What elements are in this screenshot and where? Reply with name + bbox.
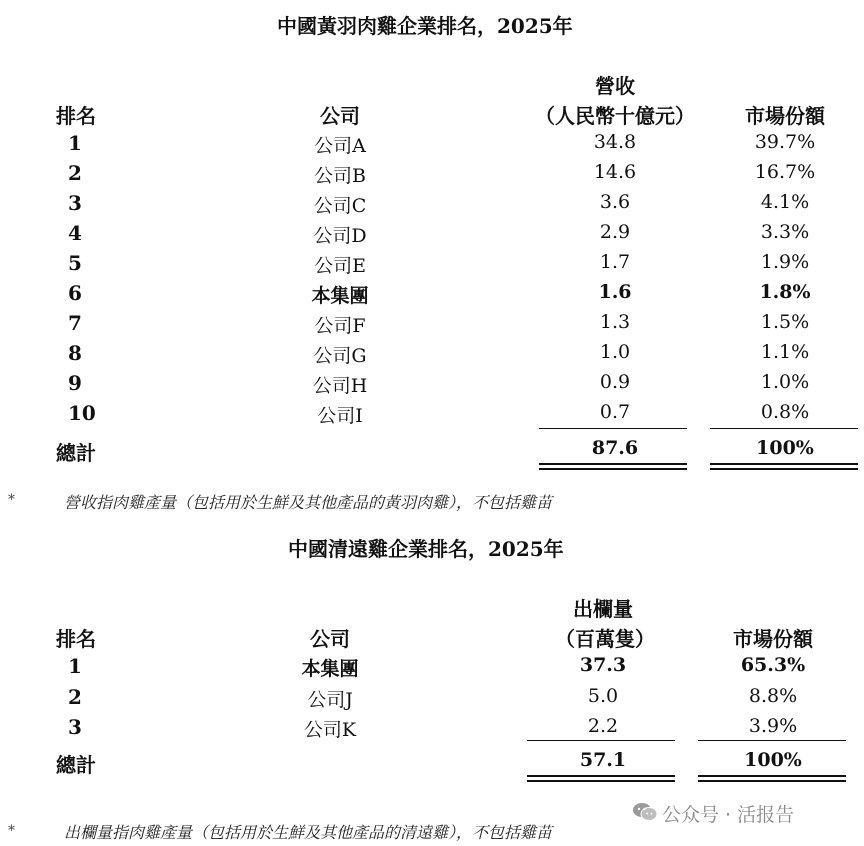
table2-share-cell: 65.3%: [740, 654, 806, 676]
table2-company-cell: 本集團: [301, 658, 359, 680]
table1-share-double-line-top: [710, 463, 858, 465]
table2-title: 中國清遠雞企業排名，2025年: [288, 537, 564, 561]
table1-note-marker: *: [8, 492, 15, 508]
table1-value-cell: 1.7: [599, 251, 631, 273]
table1-share-cell: 1.9%: [760, 251, 810, 273]
table2-value-cell: 37.3: [579, 654, 627, 676]
table1-share-cell: 1.0%: [760, 371, 810, 393]
table1-company-cell: 公司I: [317, 405, 363, 427]
table2-total-share: 100%: [744, 749, 802, 771]
table1-share-underline: [710, 428, 858, 429]
table1-share-cell: 0.8%: [760, 401, 810, 423]
table1-value-cell: 0.9: [599, 371, 631, 393]
table1-value-double-line-bottom: [539, 468, 687, 470]
table2-value-cell: 5.0: [587, 684, 619, 707]
table2-share-underline: [698, 740, 846, 741]
table2-company-cell: 公司K: [303, 719, 357, 741]
table2-header-company: 公司: [310, 627, 350, 651]
table2-note-marker: *: [8, 823, 15, 839]
table2-value-double-line-top: [527, 775, 675, 777]
table1-title: 中國黃羽肉雞企業排名，2025年: [277, 14, 573, 38]
table1-company-cell: 公司G: [313, 345, 367, 367]
table1-share-double-line-bottom: [710, 468, 858, 470]
table1-value-cell: 2.9: [599, 221, 631, 243]
table2-share-double-line-bottom: [698, 780, 846, 782]
table2-share-cell: 3.9%: [748, 715, 798, 737]
table1-value-cell: 1.3: [599, 311, 631, 333]
table1-share-cell: 1.1%: [760, 341, 810, 363]
table1-value-cell: 3.6: [599, 191, 631, 213]
table1-header-rank: 排名: [56, 104, 96, 128]
table1-company-cell: 公司F: [314, 315, 366, 337]
table2-header-rank: 排名: [56, 627, 96, 651]
table2-header-volume-line1: 出欄量: [573, 597, 633, 621]
table1-share-cell: 16.7%: [754, 161, 816, 183]
table1-rank-cell: 4: [68, 221, 82, 245]
table2-header-volume-line2: （百萬隻）: [555, 627, 655, 651]
table1-company-cell: 本集團: [311, 285, 369, 307]
table1-rank-cell: 7: [68, 311, 82, 335]
table1-value-double-line-top: [539, 463, 687, 465]
table1-company-cell: 公司B: [314, 165, 366, 187]
table2-value-double-line-bottom: [527, 780, 675, 782]
table1-header-company: 公司: [320, 104, 360, 128]
table1-rank-cell: 8: [68, 341, 82, 365]
table2-rank-cell: 1: [68, 654, 82, 678]
table1-share-cell: 3.3%: [760, 221, 810, 243]
table1-company-cell: 公司C: [313, 195, 367, 217]
table2-value-cell: 2.2: [587, 715, 619, 737]
table2-rank-cell: 3: [68, 715, 82, 739]
table1-rank-cell: 1: [68, 131, 82, 155]
table1-company-cell: 公司H: [312, 375, 368, 397]
table1-header-revenue-line1: 營收: [595, 74, 635, 98]
table1-share-cell: 1.5%: [760, 311, 810, 333]
table1-value-cell: 1.6: [598, 281, 632, 303]
table1-company-cell: 公司D: [313, 225, 367, 247]
table1-value-cell: 1.0: [599, 341, 631, 363]
table1-rank-cell: 6: [68, 281, 82, 305]
table1-rank-cell: 9: [68, 371, 82, 395]
table2-share-cell: 8.8%: [748, 684, 798, 707]
table1-company-cell: 公司E: [314, 255, 366, 277]
watermark-text: 公众号 · 活报告: [662, 804, 795, 826]
table1-rank-cell: 2: [68, 161, 82, 185]
table1-value-cell: 34.8: [593, 131, 637, 153]
table1-total-share: 100%: [756, 437, 814, 459]
wechat-icon: [632, 802, 658, 822]
table2-total-label: 總計: [56, 753, 96, 777]
table1-share-cell: 4.1%: [760, 191, 810, 213]
table1-value-cell: 0.7: [599, 401, 631, 423]
table1-rank-cell: 3: [68, 191, 82, 215]
table1-header-share: 市場份額: [745, 104, 825, 128]
table2-header-share: 市場份額: [733, 627, 813, 651]
table1-share-cell: 1.8%: [759, 281, 811, 303]
table2-total-value: 57.1: [579, 749, 627, 771]
table1-company-cell: 公司A: [314, 135, 366, 157]
table2-value-underline: [527, 740, 675, 741]
table2-rank-cell: 2: [68, 684, 82, 709]
table1-value-underline: [539, 428, 687, 429]
table1-note: 營收指肉雞產量（包括用於生鮮及其他產品的黃羽肉雞），不包括雞苗: [64, 493, 553, 512]
table1-total-label: 總計: [56, 441, 96, 465]
table1-total-value: 87.6: [591, 437, 639, 459]
table1-value-cell: 14.6: [593, 161, 637, 183]
table1-rank-cell: 10: [68, 401, 96, 425]
table2-share-double-line-top: [698, 775, 846, 777]
table2-company-cell: 公司J: [307, 688, 353, 711]
table1-header-revenue-line2: （人民幣十億元）: [535, 104, 695, 128]
table1-share-cell: 39.7%: [754, 131, 816, 153]
table1-rank-cell: 5: [68, 251, 82, 275]
table2-note: 出欄量指肉雞產量（包括用於生鮮及其他產品的清遠雞），不包括雞苗: [64, 823, 553, 842]
